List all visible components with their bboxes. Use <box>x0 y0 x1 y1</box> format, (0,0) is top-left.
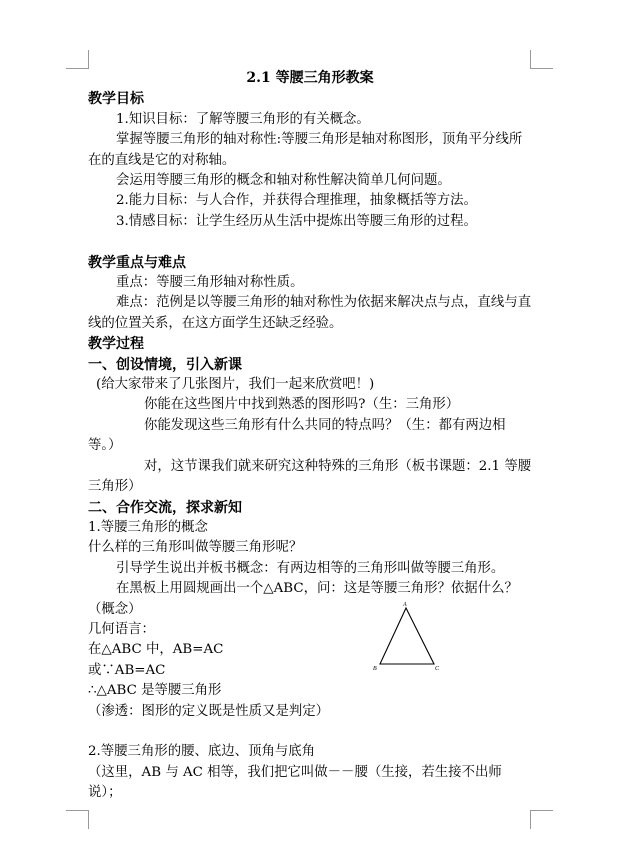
paragraph: 引导学生说出并板书概念：有两边相等的三角形叫做等腰三角形。 <box>116 560 505 576</box>
paragraph: 2.等腰三角形的腰、底边、顶角与底角 <box>88 744 316 760</box>
paragraph: 你能发现这些三角形有什么共同的特点吗？（生：都有两边相等。） <box>88 417 506 454</box>
paragraph: （这里，AB 与 AC 相等，我们把它叫做－－腰（生接，若生接不出师说）； <box>88 764 502 801</box>
corner-mark-bottom-left <box>66 810 89 829</box>
corner-mark-top-right <box>530 50 553 69</box>
paragraph: 重点：等腰三角形轴对称性质。 <box>116 275 304 291</box>
vertex-label-b: B <box>373 666 377 672</box>
paragraph: 几何语言： <box>88 621 155 637</box>
vertex-label-a: A <box>403 602 407 608</box>
corner-mark-bottom-right <box>530 810 553 829</box>
paragraph: 2.能力目标：与人合作，并获得合理推理，抽象概括等方法。 <box>116 193 477 209</box>
paragraph: (给大家带来了几张图片，我们一起来欣赏吧！) <box>96 377 375 393</box>
document-title: 2.1 等腰三角形教案 <box>246 70 374 86</box>
heading-section-one: 一、创设情境，引入新课 <box>88 356 242 373</box>
paragraph: （渗透：图形的定义既是性质又是判定） <box>88 703 330 719</box>
heading-section-two: 二、合作交流，探求新知 <box>88 499 242 516</box>
paragraph: 1.知识目标：了解等腰三角形的有关概念。 <box>116 111 370 127</box>
vertex-label-c: C <box>435 666 440 672</box>
paragraph: 在黑板上用圆规画出一个△ABC，问：这是等腰三角形？依据什么？（概念） <box>88 581 518 617</box>
paragraph: 难点：范例是以等腰三角形的轴对称性为依据来解决点与点，直线与直线的位置关系，在这方面学生还缺乏经验。 <box>88 295 532 331</box>
heading-teaching-goals: 教学目标 <box>88 91 144 108</box>
document-body <box>88 68 532 804</box>
isosceles-triangle-figure <box>372 600 442 672</box>
blank-line <box>88 722 532 742</box>
paragraph: 对，这节课我们就来研究这种特殊的三角形（板书课题：2.1 等腰三角形） <box>88 458 532 495</box>
paragraph: 掌握等腰三角形的轴对称性:等腰三角形是轴对称图形，顶角平分线所在的直线是它的对称轴。 <box>88 132 523 168</box>
blank-line <box>88 232 532 252</box>
corner-mark-top-left <box>66 50 89 69</box>
paragraph: 3.情感目标：让学生经历从生活中提炼出等腰三角形的过程。 <box>116 213 477 229</box>
heading-key-points: 教学重点与难点 <box>88 254 186 271</box>
paragraph: 在△ABC 中，AB=AC <box>88 642 224 658</box>
triangle-shape <box>380 608 434 664</box>
paragraph: 你能在这些图片中找到熟悉的图形吗?（生：三角形） <box>144 397 460 413</box>
paragraph: 什么样的三角形叫做等腰三角形呢？ <box>88 540 303 556</box>
paragraph: 会运用等腰三角形的概念和轴对称性解决简单几何问题。 <box>116 173 451 189</box>
heading-teaching-process: 教学过程 <box>88 336 144 353</box>
paragraph: 或∵AB=AC <box>88 662 166 678</box>
paragraph: ∴△ABC 是等腰三角形 <box>88 683 222 699</box>
paragraph: 1.等腰三角形的概念 <box>88 519 208 535</box>
